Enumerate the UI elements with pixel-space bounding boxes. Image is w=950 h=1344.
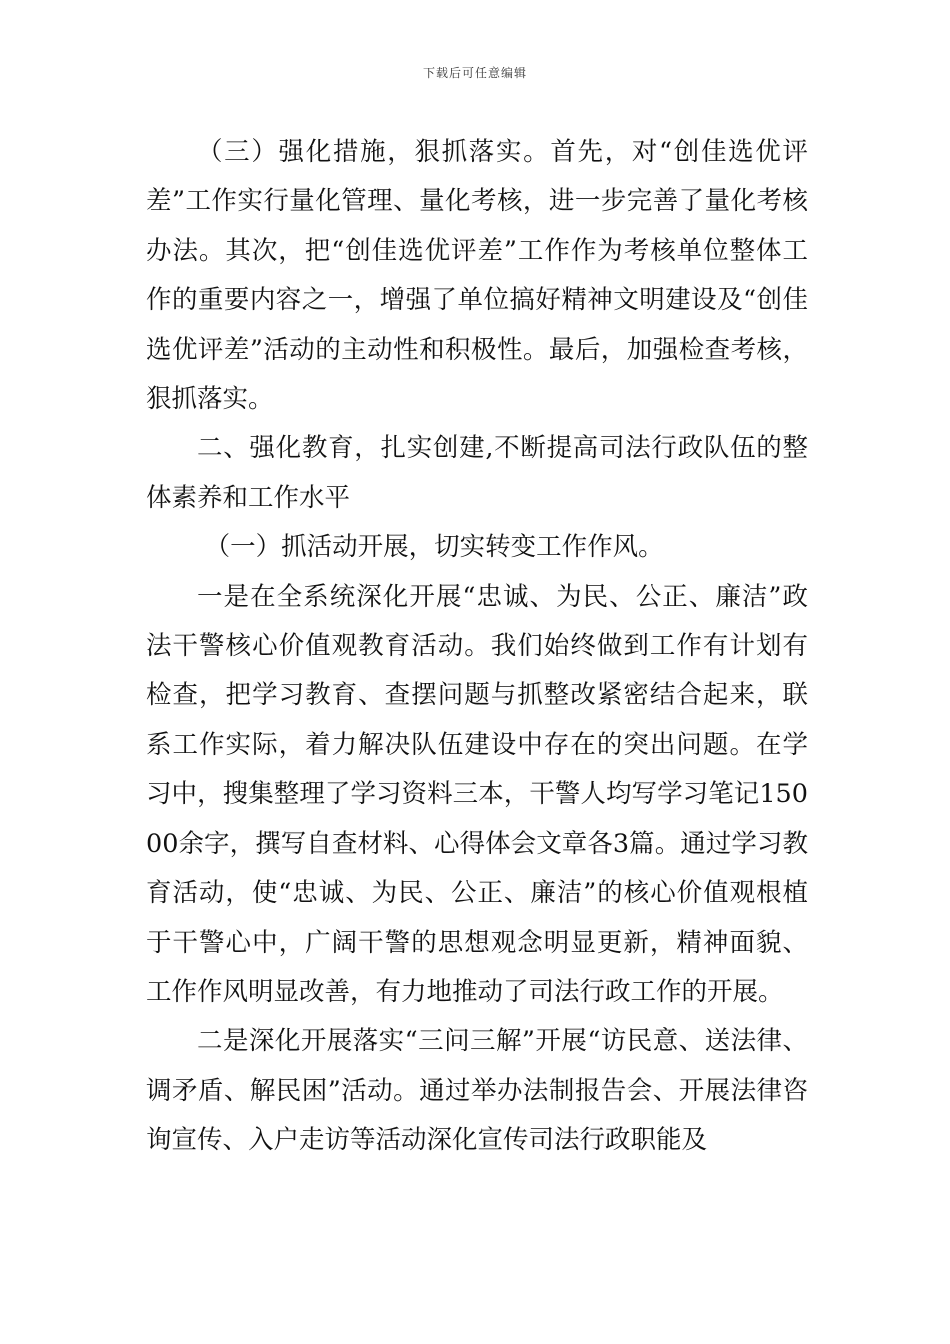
paragraph-section-two-heading: 二、强化教育，扎实创建,不断提高司法行政队伍的整体素养和工作水平 <box>146 433 808 513</box>
document-body <box>146 128 808 1166</box>
paragraph-second-activity: 二是深化开展落实“三问三解”开展“访民意、送法律、调矛盾、解民困”活动。通过举办法制报告会、开展法律咨询宣传、入户走访等活动深化宣传司法行政职能及 <box>146 1026 808 1156</box>
paragraph-measures: （三）强化措施，狠抓落实。首先，对“创佳选优评差”工作实行量化管理、量化考核，进一步完善了量化考核办法。其次，把“创佳选优评差”工作作为考核单位整体工作的重要内容之一，增强了单位搞好精神文明建设及“创佳选优评差”活动的主动性和积极性。最后，加强检查考核，狠抓落实。 <box>146 137 808 415</box>
header-note: 下载后可任意编辑 <box>422 66 527 80</box>
paragraph-first-activity: 一是在全系统深化开展“忠诚、为民、公正、廉洁”政法干警核心价值观教育活动。我们始终做到工作有计划有检查，把学习教育、查摆问题与抓整改紧密结合起来，联系工作实际，着力解决队伍建设中存在的突出问题。在学习中，搜集整理了学习资料三本，干警人均写学习笔记15000余字，撰写自查材料、心得体会文章各3篇。通过学习教育活动，使“忠诚、为民、公正、廉洁”的核心价值观根植于干警心中，广阔干警的思想观念明显更新，精神面貌、工作作风明显改善，有力地推动了司法行政工作的开展。 <box>146 581 808 1007</box>
paragraph-subsection-one: （一）抓活动开展，切实转变工作作风。 <box>204 532 664 563</box>
